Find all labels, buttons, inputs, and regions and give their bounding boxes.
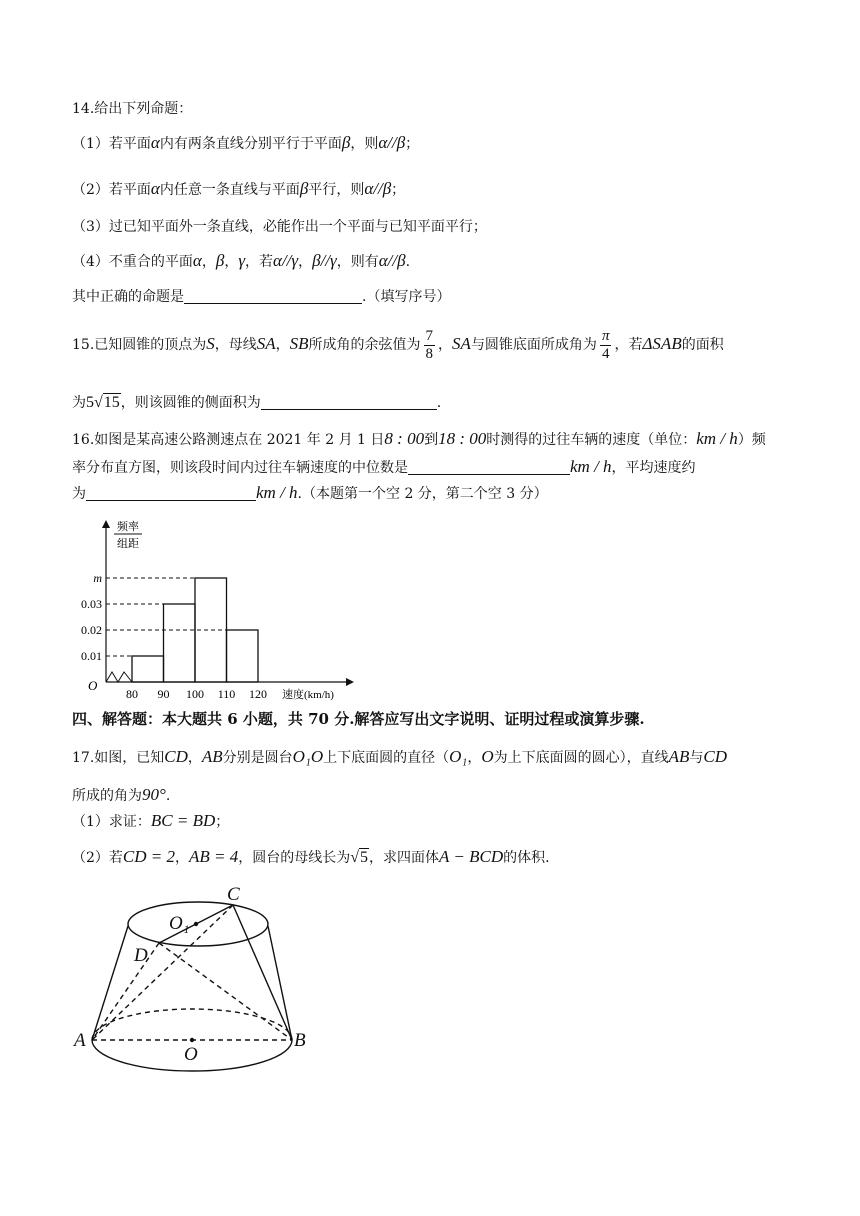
- q15-line-1: 15.已知圆锥的顶点为S，母线SA，SB所成角的余弦值为 $\frac{7}{8}$ ，SA与圆锥底面所成角为 $\frac{\pi}{4}$ ，若ΔSAB的面积: [72, 327, 724, 362]
- y-tick-label: 0.03: [81, 597, 102, 611]
- y-axis-arrow: [102, 520, 110, 528]
- q16-line-3: 为 km / h.（本题第一个空 2 分，第二个空 3 分）: [72, 483, 548, 502]
- q15-answer-blank[interactable]: [261, 393, 437, 410]
- q14-prop-1: （1）若平面α内有两条直线分别平行于平面β，则α//β；: [72, 133, 420, 152]
- q16-line-2: 率分布直方图，则该段时间内过往车辆速度的中位数是 km / h，平均速度约: [72, 457, 696, 476]
- point-O: [190, 1038, 194, 1042]
- y-tick-label: 0.01: [81, 649, 102, 663]
- x-tick-label: 110: [217, 687, 236, 701]
- q14-ask: 其中正确的命题是 .（填写序号）: [72, 289, 451, 305]
- bottom-base-back-arc: [92, 1009, 292, 1040]
- axis-break: [106, 672, 132, 682]
- label-O1: O₁: [169, 913, 190, 934]
- y-label-top: 频率: [117, 521, 139, 533]
- histogram-bar: [132, 656, 164, 682]
- q14-stem: 14.给出下列命题：: [72, 101, 193, 117]
- fraction-7-8: $\frac{7}{8}$: [425, 327, 434, 362]
- right-generatrix: [268, 926, 292, 1040]
- q14-answer-blank[interactable]: [184, 287, 362, 304]
- histogram-bar: [164, 604, 196, 682]
- x-tick-label: 90: [157, 687, 170, 701]
- q14-prop-2: （2）若平面α内任意一条直线与平面β平行，则α//β；: [72, 179, 406, 198]
- x-tick-label: 80: [126, 687, 138, 701]
- segment-BC: [233, 905, 292, 1040]
- point-O1: [194, 922, 198, 926]
- section-4-heading: 四、解答题：本大题共 6 小题，共 70 分.解答应写出文字说明、证明过程或演算步骤.: [72, 710, 645, 728]
- q17-line-2: 所成的角为90°.: [72, 785, 171, 804]
- left-generatrix: [92, 926, 128, 1040]
- label-B: B: [294, 1030, 306, 1051]
- q15-line-2: 为5√15，则该圆锥的侧面积为 .: [72, 394, 442, 411]
- label-O: O: [184, 1044, 198, 1065]
- q17-part-2: （2）若CD = 2，AB = 4，圆台的母线长为√5，求四面体A − BCD的体积.: [72, 847, 550, 866]
- q16-median-blank[interactable]: [408, 458, 570, 475]
- label-C: C: [227, 884, 240, 905]
- y-tick-label: 0.02: [81, 623, 102, 637]
- x-axis-label: 速度(km/h): [282, 689, 334, 701]
- q17-line-1: 17.如图，已知CD，AB分别是圆台O₁O上下底面圆的直径（O₁，O为上下底面圆的圆心），直线AB与CD: [72, 747, 728, 766]
- histogram-bar: [227, 630, 259, 682]
- origin-label: O: [88, 678, 98, 693]
- y-label-bottom: 组距: [117, 538, 139, 550]
- y-tick-label: m: [93, 571, 102, 585]
- q16-line-1: 16.如图是某高速公路测速点在 2021 年 2 月 1 日8 : 00到18 : 00时测得的过往车辆的速度（单位：km / h）频: [72, 429, 766, 448]
- segment-AD: [92, 943, 159, 1040]
- q16-mean-blank[interactable]: [86, 484, 256, 501]
- frustum-figure: [70, 884, 320, 1074]
- q14-prop-4: （4）不重合的平面α，β，γ，若α//γ，β//γ，则有α//β.: [72, 251, 411, 270]
- q14-prop-3: （3）过已知平面外一条直线，必能作出一个平面与已知平面平行；: [72, 219, 487, 235]
- x-tick-label: 120: [249, 687, 267, 701]
- x-tick-label: 100: [186, 687, 204, 701]
- speed-histogram: [78, 516, 368, 702]
- fraction-pi-4: $\frac{\pi}{4}$: [601, 327, 610, 362]
- x-axis-arrow: [346, 678, 354, 686]
- q17-part-1: （1）求证：BC = BD；: [72, 811, 230, 830]
- label-D: D: [134, 945, 148, 966]
- label-A: A: [74, 1030, 86, 1051]
